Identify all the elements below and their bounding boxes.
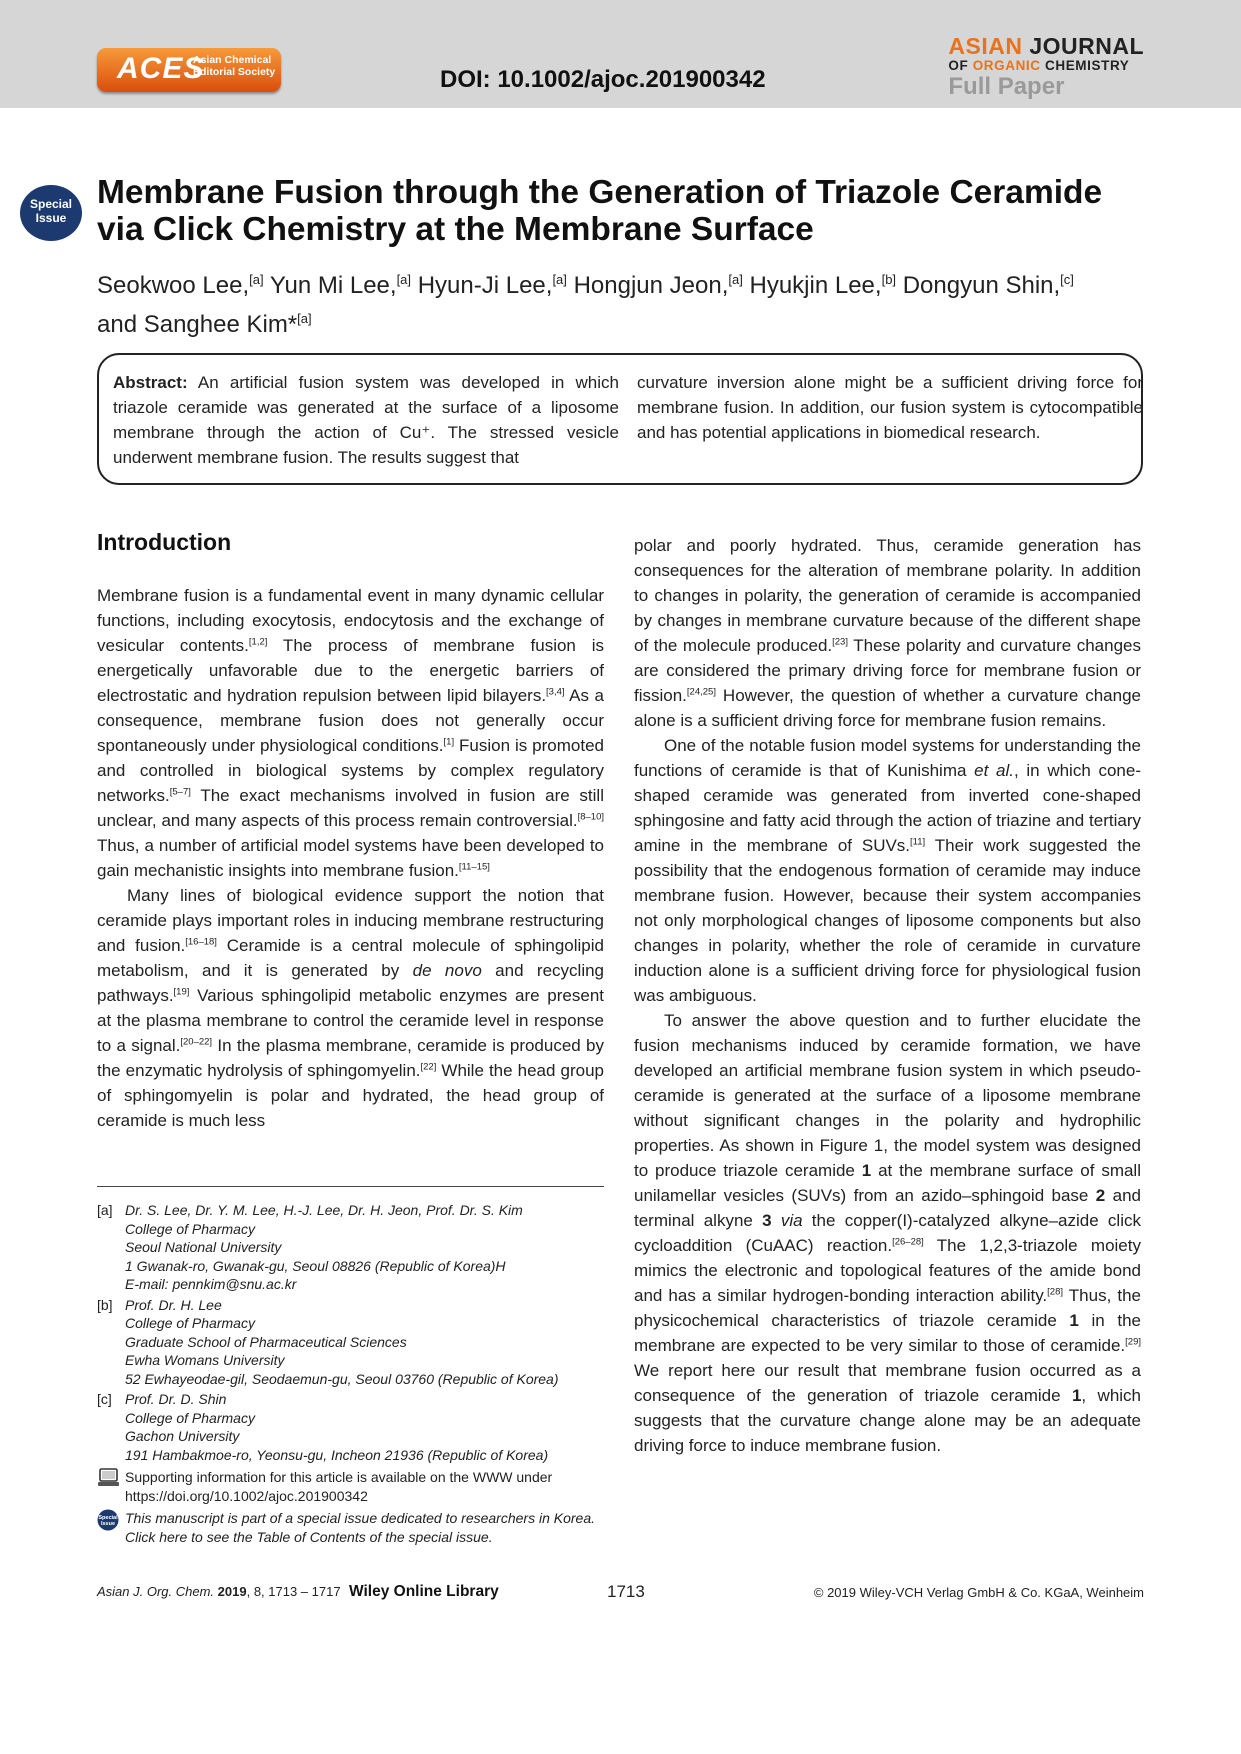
footnote-line: Prof. Dr. D. Shin (125, 1391, 227, 1407)
citation-ref[interactable]: [16–18] (185, 936, 217, 948)
author-name: Hongjun Jeon, (573, 272, 729, 299)
footnote-line: Prof. Dr. H. Lee (125, 1296, 222, 1313)
footnote-line: College of Pharmacy (125, 1409, 255, 1426)
svg-text:Special: Special (98, 1515, 118, 1521)
author-affiliation-mark: [a] (249, 272, 264, 287)
paragraph: One of the notable fusion model systems for understanding the functions of ceramide is that of Kunishima et al., in which cone-shaped ceramide was generated from inverted cone-shaped sphingosine and fatty acid through the action of triazine and tertiary amine in the membrane of SUVs.[11] Their work suggested the possibility that the endogenous formation of ceramide may induce membrane fusion. However, because their system accompanies not only morphological changes of liposome components but also changes in polarity, whether the role of ceramide in curvature induction alone is a sufficient driving force for physiological fusion was ambiguous. (634, 736, 1141, 1005)
aces-logo-text: ACES (117, 52, 205, 85)
special-issue-note[interactable]: Special Issue This manuscript is part of a special issue dedicated to researchers in Korea. Click here to see the Table of Contents of the special issue. (98, 1510, 596, 1545)
author-affiliation-mark: [c] (1060, 272, 1074, 287)
page-number: 1713 (607, 1582, 645, 1601)
citation-ref[interactable]: [22] (420, 1061, 437, 1073)
footnote-line: College of Pharmacy (125, 1315, 255, 1331)
article-type: Full Paper (948, 73, 1065, 100)
footnote-line: Seoul National University (125, 1239, 282, 1255)
author-list (97, 263, 1147, 341)
citation-ref[interactable]: [19] (173, 986, 190, 998)
footnote-line: 52 Ewhayeodae-gil, Seodaemun-gu, Seoul 03760 (Republic of Korea) (125, 1370, 559, 1387)
aces-logo-subtitle: Asian Chemical Editorial Society (193, 54, 276, 78)
article-title: Membrane Fusion through the Generation of Triazole Ceramide via Click Chemistry at the Membrane Surface (97, 174, 1103, 248)
special-issue-badge[interactable]: Special Issue (20, 185, 82, 241)
special-issue-icon (97, 1509, 125, 1546)
citation-ref[interactable]: [8–10] (577, 811, 604, 823)
citation-ref[interactable]: [29] (1125, 1336, 1141, 1348)
citation-ref[interactable]: [11] (910, 836, 926, 848)
citation-ref[interactable]: [11–15] (458, 861, 490, 873)
author-name: Hyun-Ji Lee, (417, 272, 553, 299)
abstract-right-column: curvature inversion alone might be a sufficient driving force for membrane fusion. In addition, our fusion system is cytocompatible and has potential applications in biomedical research. (637, 373, 1143, 442)
paragraph: Many lines of biological evidence support the notion that ceramide plays important roles in inducing membrane restructuring and fusion.[16–18] Ceramide is a central molecule of sphingolipid metabolism, and it is generated by de novo and recycling pathways.[19] Various sphingolipid metabolic enzymes are present at the plasma membrane to control the ceramide level in response to a signal.[20–22] In the plasma membrane, ceramide is produced by the enzymatic hydrolysis of sphingomyelin.[22] While the head group of sphingomyelin is polar and hydrated, the head group of ceramide is much less (97, 886, 605, 1130)
affiliation-b: [b] Prof. Dr. H. Lee College of Pharmacy Graduate School of Pharmaceutical Sciences Ewha Womans University 52 Ewhayeodae-gil, Seodaemun-gu, Seoul 03760 (Republic of Korea) (97, 1296, 559, 1387)
footnote-line: Dr. S. Lee, Dr. Y. M. Lee, H.-J. Lee, Dr. H. Jeon, Prof. Dr. S. Kim (125, 1202, 523, 1218)
footer-citation: Asian J. Org. Chem. 2019, 8, 1713 – 1717 (97, 1584, 341, 1599)
footer-copyright: © 2019 Wiley-VCH Verlag GmbH & Co. KGaA, Weinheim (813, 1585, 1144, 1600)
section-heading-introduction: Introduction (97, 529, 232, 555)
author-affiliation-mark: [a] (297, 311, 312, 326)
paragraph: Membrane fusion is a fundamental event in many dynamic cellular functions, including exocytosis, endocytosis and the exchange of vesicular contents.[1,2] The process of membrane fusion is energetically unfavorable due to the energetic barriers of electrostatic and hydration repulsion between lipid bilayers.[3,4] As a consequence, membrane fusion does not generally occur spontaneously under physiological conditions.[1] Fusion is promoted and controlled in biological systems by complex regulatory networks.[5–7] The exact mechanisms involved in fusion are still unclear, and many aspects of this process remain controversial.[8–10] Thus, a number of artificial model systems have been developed to gain mechanistic insights into membrane fusion.[11–15] (97, 586, 604, 880)
wiley-online-library-link[interactable]: Wiley Online Library (349, 1583, 499, 1600)
citation-ref[interactable]: [3,4] (546, 686, 565, 698)
affiliation-c: [c] Prof. Dr. D. Shin College of Pharmacy Gachon University 191 Hambakmoe-ro, Yeonsu-gu, Incheon 21936 (Republic of Korea) (97, 1391, 549, 1463)
footnote-line: 191 Hambakmoe-ro, Yeonsu-gu, Incheon 21936 (Republic of Korea) (125, 1446, 549, 1463)
footnote-divider (97, 1186, 604, 1187)
citation-ref[interactable]: [24,25] (686, 686, 716, 698)
footnote-line: E-mail: pennkim@snu.ac.kr (125, 1276, 297, 1292)
author-name: and Sanghee Kim* (97, 311, 298, 338)
doi-link[interactable]: DOI: 10.1002/ajoc.201900342 (440, 66, 766, 93)
author-affiliation-mark: [a] (552, 272, 567, 287)
citation-ref[interactable]: [26–28] (892, 1236, 924, 1248)
footnote-line: College of Pharmacy (125, 1220, 255, 1237)
abstract-left-column: Abstract: An artificial fusion system was developed in which triazole ceramide was generated at the surface of a liposome membrane through the action of Cu⁺. The stressed vesicle underwent membrane fusion. The results suggest that (113, 373, 619, 467)
footnote-line: 1 Gwanak-ro, Gwanak-gu, Seoul 08826 (Republic of Korea)H (125, 1257, 506, 1274)
author-name: Seokwoo Lee, (97, 272, 250, 299)
citation-ref[interactable]: [23] (832, 636, 848, 648)
svg-text:Issue: Issue (100, 1521, 116, 1527)
author-name: Yun Mi Lee, (269, 272, 397, 299)
supporting-info-note[interactable]: Supporting information for this article is available on the WWW under https://doi.org/10.1002/ajoc.201900342 (97, 1468, 607, 1505)
abstract-label: Abstract: (113, 373, 188, 392)
affiliation-footnotes (97, 1201, 607, 1546)
footnote-line: Graduate School of Pharmaceutical Sciences (125, 1333, 407, 1350)
author-name: Dongyun Shin, (902, 272, 1061, 299)
citation-ref[interactable]: [5–7] (169, 786, 191, 798)
affiliation-a: [a] Dr. S. Lee, Dr. Y. M. Lee, H.-J. Lee, Dr. H. Jeon, Prof. Dr. S. Kim College of Pharmacy Seoul National University 1 Gwanak-ro, Gwanak-gu, Seoul 08826 (Republic of Korea)H E-mail: pennkim@snu.ac.kr (97, 1202, 523, 1292)
journal-logo: ASIAN JOURNAL OF ORGANIC CHEMISTRY Full Paper (948, 33, 1144, 100)
paragraph: To answer the above question and to further elucidate the fusion mechanisms induced by ceramide formation, we have developed an artificial membrane fusion system in which pseudo-ceramide is generated at the surface of a liposome membrane without significant changes in the polarity and hydrophilic properties. As shown in Figure 1, the model system was designed to produce triazole ceramide 1 at the membrane surface of small unilamellar vesicles (SUVs) from an azido–sphingoid base 2 and terminal alkyne 3 via the copper(I)-catalyzed alkyne–azide click cycloaddition (CuAAC) reaction.[26–28] The 1,2,3-triazole moiety mimics the electronic and topological features of the amide bond and has a similar hydrogen-bonding interaction ability.[28] Thus, the physicochemical characteristics of triazole ceramide 1 in the membrane are expected to be very similar to those of ceramide.[29] We report here our result that membrane fusion occurred as a consequence of the generation of triazole ceramide 1, which suggests that the curvature change alone may be an adequate driving force to induce membrane fusion. (634, 1011, 1142, 1455)
citation-ref[interactable]: [28] (1047, 1286, 1064, 1298)
left-column (97, 583, 604, 1133)
author-affiliation-mark: [b] (881, 272, 897, 287)
computer-icon (97, 1468, 125, 1505)
author-affiliation-mark: [a] (396, 272, 412, 287)
footnote-line: Gachon University (125, 1428, 240, 1444)
citation-ref[interactable]: [20–22] (180, 1036, 213, 1048)
author-name: Hyukjin Lee, (749, 272, 882, 299)
citation-ref[interactable]: [1,2] (248, 636, 268, 648)
citation-ref[interactable]: [1] (443, 736, 455, 748)
footnote-line: Ewha Womans University (125, 1352, 285, 1368)
paragraph: polar and poorly hydrated. Thus, ceramide generation has consequences for the alteration of membrane polarity. In addition to changes in polarity, the generation of ceramide is accompanied by changes in membrane curvature because of the different shape of the molecule produced.[23] These polarity and curvature changes are considered the primary driving force for membrane fusion or fission.[24,25] However, the question of whether a curvature change alone is a sufficient driving force for membrane fusion remains. (634, 536, 1142, 730)
right-column (634, 533, 1141, 1458)
aces-logo[interactable] (97, 48, 281, 92)
author-affiliation-mark: [a] (728, 272, 743, 287)
